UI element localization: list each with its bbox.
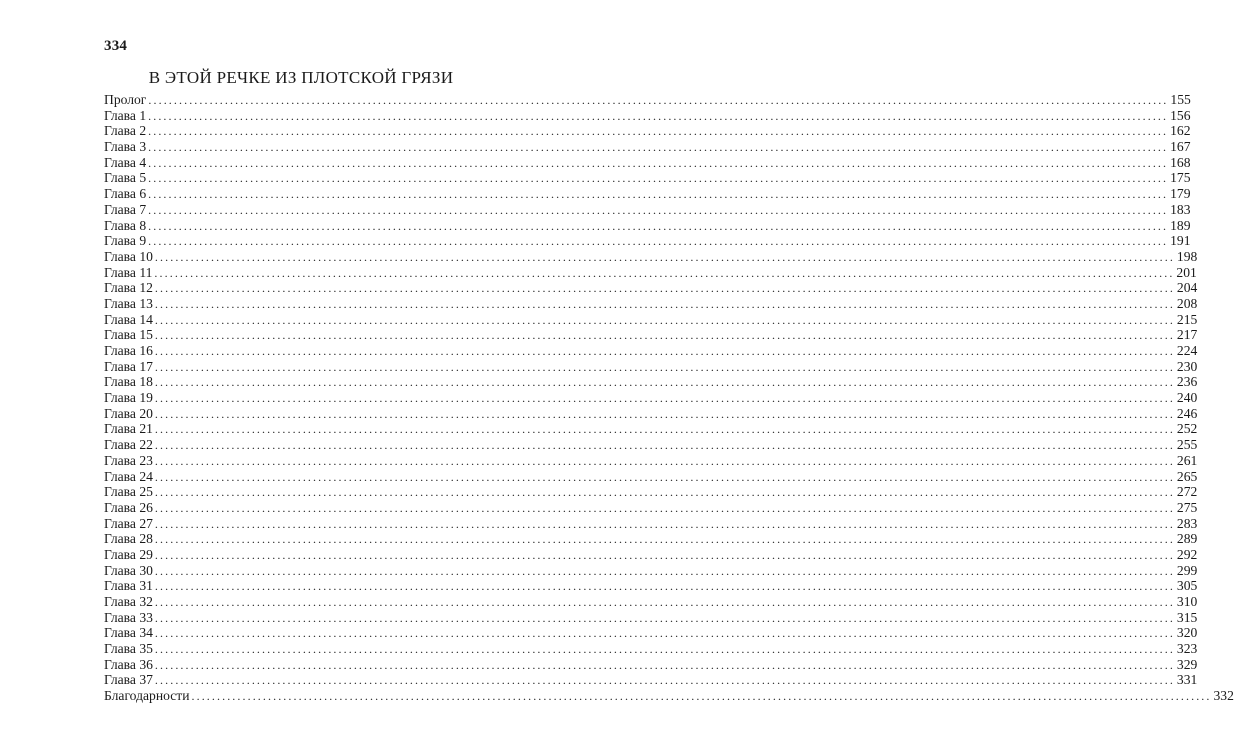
toc-entry [104, 92, 1191, 108]
toc-entry-page-number: 299 [1176, 562, 1198, 578]
toc-entry [104, 468, 1198, 485]
toc-entry-label: Глава 13 [104, 295, 153, 311]
toc-entry [104, 656, 1198, 673]
dot-leader: ........................................................................................................................................................................................................ [148, 218, 1169, 233]
toc-entry [104, 139, 1191, 155]
toc-entry [104, 421, 1198, 437]
toc-entry-page-number: 315 [1176, 609, 1198, 625]
toc-entry-page-number: 255 [1176, 437, 1198, 453]
dot-leader: ........................................................................................................................................................................................................ [154, 296, 1175, 311]
section-title: В ЭТОЙ РЕЧКЕ ИЗ ПЛОТСКОЙ ГРЯЗИ [148, 68, 454, 87]
toc-entry-page-number: 189 [1170, 217, 1191, 233]
toc-entry-page-number: 179 [1170, 186, 1191, 202]
toc-entry-label: Глава 9 [104, 233, 147, 249]
toc-entry-page-number: 265 [1176, 468, 1198, 484]
toc-entry [104, 609, 1198, 626]
dot-leader: ........................................................................................................................................................................................................ [154, 328, 1175, 343]
toc-entry-label: Глава 18 [104, 374, 153, 390]
toc-entry-page-number: 175 [1170, 170, 1191, 186]
toc-entry-page-number: 201 [1176, 264, 1197, 280]
dot-leader: ........................................................................................................................................................................................................ [154, 642, 1175, 657]
toc-entry [104, 546, 1198, 563]
toc-entry-label: Глава 12 [104, 280, 153, 296]
toc-entry-page-number: 331 [1176, 672, 1198, 688]
dot-leader: ........................................................................................................................................................................................................ [154, 626, 1175, 641]
toc-entry-label: Глава 10 [104, 248, 153, 264]
toc-entry [104, 499, 1198, 516]
toc-entry [104, 123, 1191, 139]
dot-leader: ........................................................................................................................................................................................................ [148, 140, 1169, 155]
dot-leader: ........................................................................................................................................................................................................ [154, 375, 1175, 390]
toc-entry-label: Глава 20 [104, 405, 153, 421]
toc-entry-page-number: 329 [1176, 656, 1198, 672]
dot-leader: ........................................................................................................................................................................................................ [154, 422, 1175, 437]
dot-leader: ........................................................................................................................................................................................................ [148, 234, 1169, 249]
toc-entry-label: Глава 1 [104, 107, 147, 123]
dot-leader: ........................................................................................................................................................................................................ [154, 249, 1175, 264]
toc-entry-label: Глава 24 [104, 468, 153, 484]
dot-leader: ........................................................................................................................................................................................................ [148, 108, 1169, 123]
toc-entry-page-number: 252 [1176, 421, 1198, 437]
toc-entry-label: Глава 21 [104, 421, 153, 437]
page-number: 334 [104, 38, 128, 54]
toc-entry-label: Глава 3 [104, 139, 147, 155]
toc-entry-label: Глава 17 [104, 358, 153, 374]
toc-entry [104, 562, 1198, 579]
toc-entry-label: Глава 37 [104, 672, 153, 688]
dot-leader: ........................................................................................................................................................................................................ [154, 673, 1175, 688]
toc-entry-page-number: 310 [1176, 594, 1198, 609]
toc-entry [104, 186, 1191, 202]
toc-entry-label: Глава 33 [104, 609, 153, 625]
toc-entry-label: Пролог [104, 92, 147, 107]
toc-entry-label: Глава 15 [104, 327, 153, 343]
toc-entry [104, 107, 1191, 124]
toc-entry-page-number: 240 [1176, 390, 1198, 406]
dot-leader: ........................................................................................................................................................................................................ [154, 579, 1175, 594]
toc-entry-label: Глава 35 [104, 641, 153, 657]
toc-entry-label: Глава 36 [104, 656, 153, 672]
toc-entry-page-number: 246 [1176, 405, 1198, 421]
dot-leader: ........................................................................................................................................................................................................ [154, 438, 1175, 453]
toc-entry-label: Глава 5 [104, 170, 147, 186]
dot-leader: ........................................................................................................................................................................................................ [154, 500, 1175, 515]
toc-entry [104, 217, 1191, 234]
dot-leader: ........................................................................................................................................................................................................ [148, 124, 1169, 139]
toc-entry-page-number: 217 [1176, 327, 1198, 343]
toc-entry [104, 688, 1234, 704]
dot-leader: ........................................................................................................................................................................................................ [154, 312, 1175, 327]
dot-leader: ........................................................................................................................................................................................................ [154, 453, 1175, 468]
toc-entry-page-number: 275 [1176, 499, 1198, 515]
dot-leader: ........................................................................................................................................................................................................ [148, 93, 1169, 107]
toc-entry [104, 452, 1198, 469]
toc-entry [104, 343, 1198, 359]
toc-entry-label: Глава 26 [104, 499, 153, 515]
dot-leader: ........................................................................................................................................................................................................ [154, 406, 1175, 421]
dot-leader: ........................................................................................................................................................................................................ [154, 391, 1175, 406]
toc-entry [104, 672, 1198, 688]
toc-entry-label: Глава 19 [104, 390, 153, 406]
dot-leader: ........................................................................................................................................................................................................ [154, 485, 1175, 500]
toc-entry-page-number: 208 [1176, 295, 1198, 311]
toc-entry [104, 625, 1198, 641]
toc-entry-label: Глава 30 [104, 562, 153, 578]
toc-entry-page-number: 198 [1176, 248, 1198, 264]
toc-entry-page-number: 183 [1170, 201, 1191, 217]
toc-entry [104, 264, 1197, 281]
toc-entry-page-number: 168 [1170, 154, 1191, 170]
toc-entry-page-number: 162 [1170, 123, 1191, 139]
toc-entry-page-number: 167 [1170, 139, 1191, 155]
toc-entry [104, 484, 1198, 500]
toc-entry [104, 295, 1198, 312]
toc-entry-label: Глава 32 [104, 594, 153, 609]
dot-leader: ........................................................................................................................................................................................................ [154, 469, 1175, 484]
dot-leader: ........................................................................................................................................................................................................ [148, 155, 1169, 170]
toc-entry [104, 170, 1191, 186]
toc-entry-label: Глава 34 [104, 625, 153, 641]
dot-leader: ........................................................................................................................................................................................................ [154, 563, 1175, 578]
toc-entry-label: Глава 31 [104, 578, 153, 594]
toc-entry-label: Глава 6 [104, 186, 147, 202]
toc-entry [104, 358, 1198, 375]
toc-entry [104, 405, 1198, 422]
toc-entry-label: Глава 7 [104, 201, 147, 217]
toc-entry-page-number: 191 [1170, 233, 1191, 249]
toc-entry-page-number: 261 [1176, 452, 1198, 468]
dot-leader: ........................................................................................................................................................................................................ [154, 595, 1175, 609]
toc-entry-page-number: 215 [1176, 311, 1198, 327]
toc-entry [104, 641, 1198, 657]
toc-entry [104, 201, 1191, 218]
toc-entry-label: Глава 4 [104, 154, 147, 170]
toc-entry [104, 390, 1198, 406]
toc-entry-page-number: 332 [1213, 688, 1234, 704]
dot-leader: ........................................................................................................................................................................................................ [154, 359, 1175, 374]
toc-entry-label: Глава 11 [104, 264, 153, 280]
toc-entry-page-number: 323 [1176, 641, 1198, 657]
dot-leader: ........................................................................................................................................................................................................ [154, 265, 1175, 280]
dot-leader: ........................................................................................................................................................................................................ [154, 547, 1175, 562]
dot-leader: ........................................................................................................................................................................................................ [154, 281, 1175, 296]
toc-entry [104, 437, 1198, 453]
toc-entry-label: Глава 28 [104, 531, 153, 547]
toc-entry [104, 248, 1198, 265]
toc-entry-page-number: 283 [1176, 515, 1198, 531]
toc-entry-page-number: 272 [1176, 484, 1198, 500]
toc-entry-page-number: 224 [1176, 343, 1198, 358]
toc-entry-label: Благодарности [104, 688, 190, 704]
dot-leader: ........................................................................................................................................................................................................ [154, 516, 1175, 531]
toc-entry [104, 327, 1198, 343]
toc-entry [104, 374, 1198, 390]
toc-entry-label: Глава 27 [104, 515, 153, 531]
toc-entry-label: Глава 25 [104, 484, 153, 500]
toc-entry-page-number: 236 [1176, 374, 1198, 390]
toc-entry-label: Глава 2 [104, 123, 147, 139]
dot-leader: ........................................................................................................................................................................................................ [154, 344, 1175, 358]
toc-entry [104, 280, 1198, 296]
toc-entry-label: Глава 14 [104, 311, 153, 327]
toc-entry [104, 154, 1191, 171]
toc-entry-label: Глава 16 [104, 343, 153, 358]
toc-entry [104, 531, 1198, 547]
dot-leader: ........................................................................................................................................................................................................ [148, 171, 1169, 186]
toc-entry-page-number: 155 [1170, 92, 1191, 107]
toc-entry-page-number: 289 [1176, 531, 1198, 547]
toc-entry-label: Глава 29 [104, 546, 153, 562]
toc-entry-page-number: 156 [1170, 107, 1191, 123]
dot-leader: ........................................................................................................................................................................................................ [148, 187, 1169, 202]
dot-leader: ........................................................................................................................................................................................................ [191, 689, 1212, 704]
toc-entry-page-number: 305 [1176, 578, 1198, 594]
table-of-contents [104, 92, 1234, 704]
dot-leader: ........................................................................................................................................................................................................ [154, 657, 1175, 672]
toc-entry-page-number: 292 [1176, 546, 1198, 562]
toc-entry-label: Глава 8 [104, 217, 147, 233]
toc-entry-page-number: 320 [1176, 625, 1198, 641]
toc-entry [104, 515, 1198, 532]
dot-leader: ........................................................................................................................................................................................................ [154, 610, 1175, 625]
toc-entry-label: Глава 23 [104, 452, 153, 468]
toc-entry [104, 233, 1191, 249]
toc-entry-label: Глава 22 [104, 437, 153, 453]
dot-leader: ........................................................................................................................................................................................................ [154, 532, 1175, 547]
toc-entry [104, 311, 1198, 328]
dot-leader: ........................................................................................................................................................................................................ [148, 202, 1169, 217]
toc-entry [104, 578, 1198, 594]
toc-entry [104, 594, 1198, 610]
toc-entry-page-number: 204 [1176, 280, 1198, 296]
toc-entry-page-number: 230 [1176, 358, 1198, 374]
